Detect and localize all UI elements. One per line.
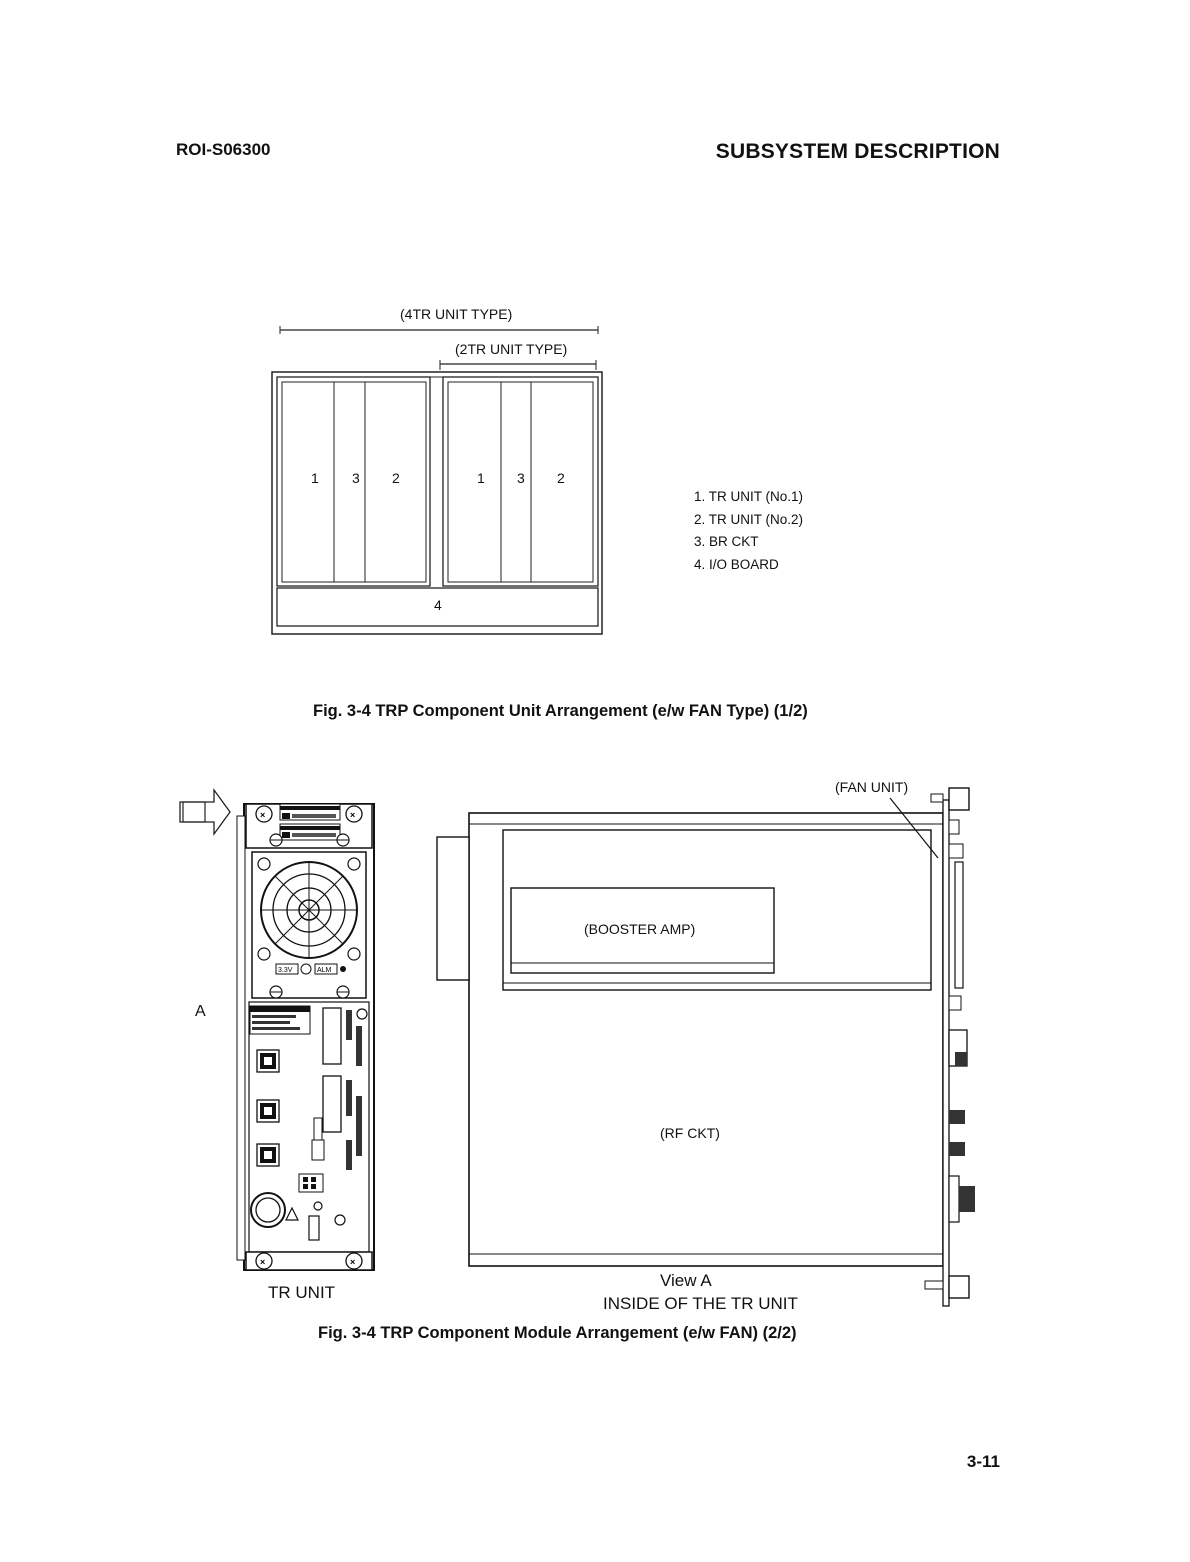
legend-item: 2. TR UNIT (No.2) <box>694 511 804 527</box>
view-arrow-a <box>180 790 230 834</box>
rf-ckt-label: (RF CKT) <box>660 1125 720 1141</box>
module-arrangement-diagram <box>0 740 1190 1340</box>
rack-frame <box>272 372 602 634</box>
slot-label-tr1-left: 1 <box>311 470 319 486</box>
slot-label-br-left: 3 <box>352 470 360 486</box>
section-title: SUBSYSTEM DESCRIPTION <box>715 140 1000 163</box>
label-4tr-unit-type: (4TR UNIT TYPE) <box>400 306 513 322</box>
rear-connector <box>437 837 469 980</box>
page-number: 3-11 <box>966 1452 1000 1471</box>
tr-unit-front-panel <box>237 804 374 1270</box>
svg-text:×: × <box>260 1257 266 1267</box>
svg-text:×: × <box>260 810 266 820</box>
svg-text:×: × <box>350 810 356 820</box>
fan-unit-block <box>503 830 931 990</box>
tr-unit-label: TR UNIT <box>268 1283 336 1302</box>
svg-text:×: × <box>350 1257 356 1267</box>
view-a-label: View A <box>660 1271 712 1290</box>
slot-label-br-right: 3 <box>517 470 525 486</box>
slot-label-tr2-left: 2 <box>392 470 400 486</box>
booster-amp-label: (BOOSTER AMP) <box>584 921 696 937</box>
tr-unit-inside-view <box>437 788 975 1306</box>
slot-label-io-board: 4 <box>434 597 442 613</box>
inside-view-label: INSIDE OF THE TR UNIT <box>603 1294 798 1313</box>
svg-text:3.3V: 3.3V <box>278 967 293 974</box>
connector-block <box>257 1050 279 1166</box>
figure-caption-2: Fig. 3-4 TRP Component Module Arrangement (e/w FAN) (2/2) <box>318 1324 797 1342</box>
component-legend <box>694 486 803 576</box>
fan-unit-label: (FAN UNIT) <box>835 779 909 795</box>
figure-caption-1: Fig. 3-4 TRP Component Unit Arrangement (e/w FAN Type) (1/2) <box>313 702 808 720</box>
slot-label-tr2-right: 2 <box>557 470 565 486</box>
slot-label-tr1-right: 1 <box>477 470 485 486</box>
legend-item: 1. TR UNIT (No.1) <box>694 489 804 504</box>
label-2tr-unit-type: (2TR UNIT TYPE) <box>455 341 568 357</box>
legend-item: 4. I/O BOARD <box>694 556 779 572</box>
unit-arrangement-diagram <box>0 0 1190 700</box>
legend-item: 3. BR CKT <box>694 534 759 549</box>
document-id: ROI-S06300 <box>176 140 271 159</box>
fan-unit-leader <box>890 798 938 858</box>
view-arrow-label: A <box>195 1003 206 1020</box>
svg-text:ALM: ALM <box>317 967 332 974</box>
